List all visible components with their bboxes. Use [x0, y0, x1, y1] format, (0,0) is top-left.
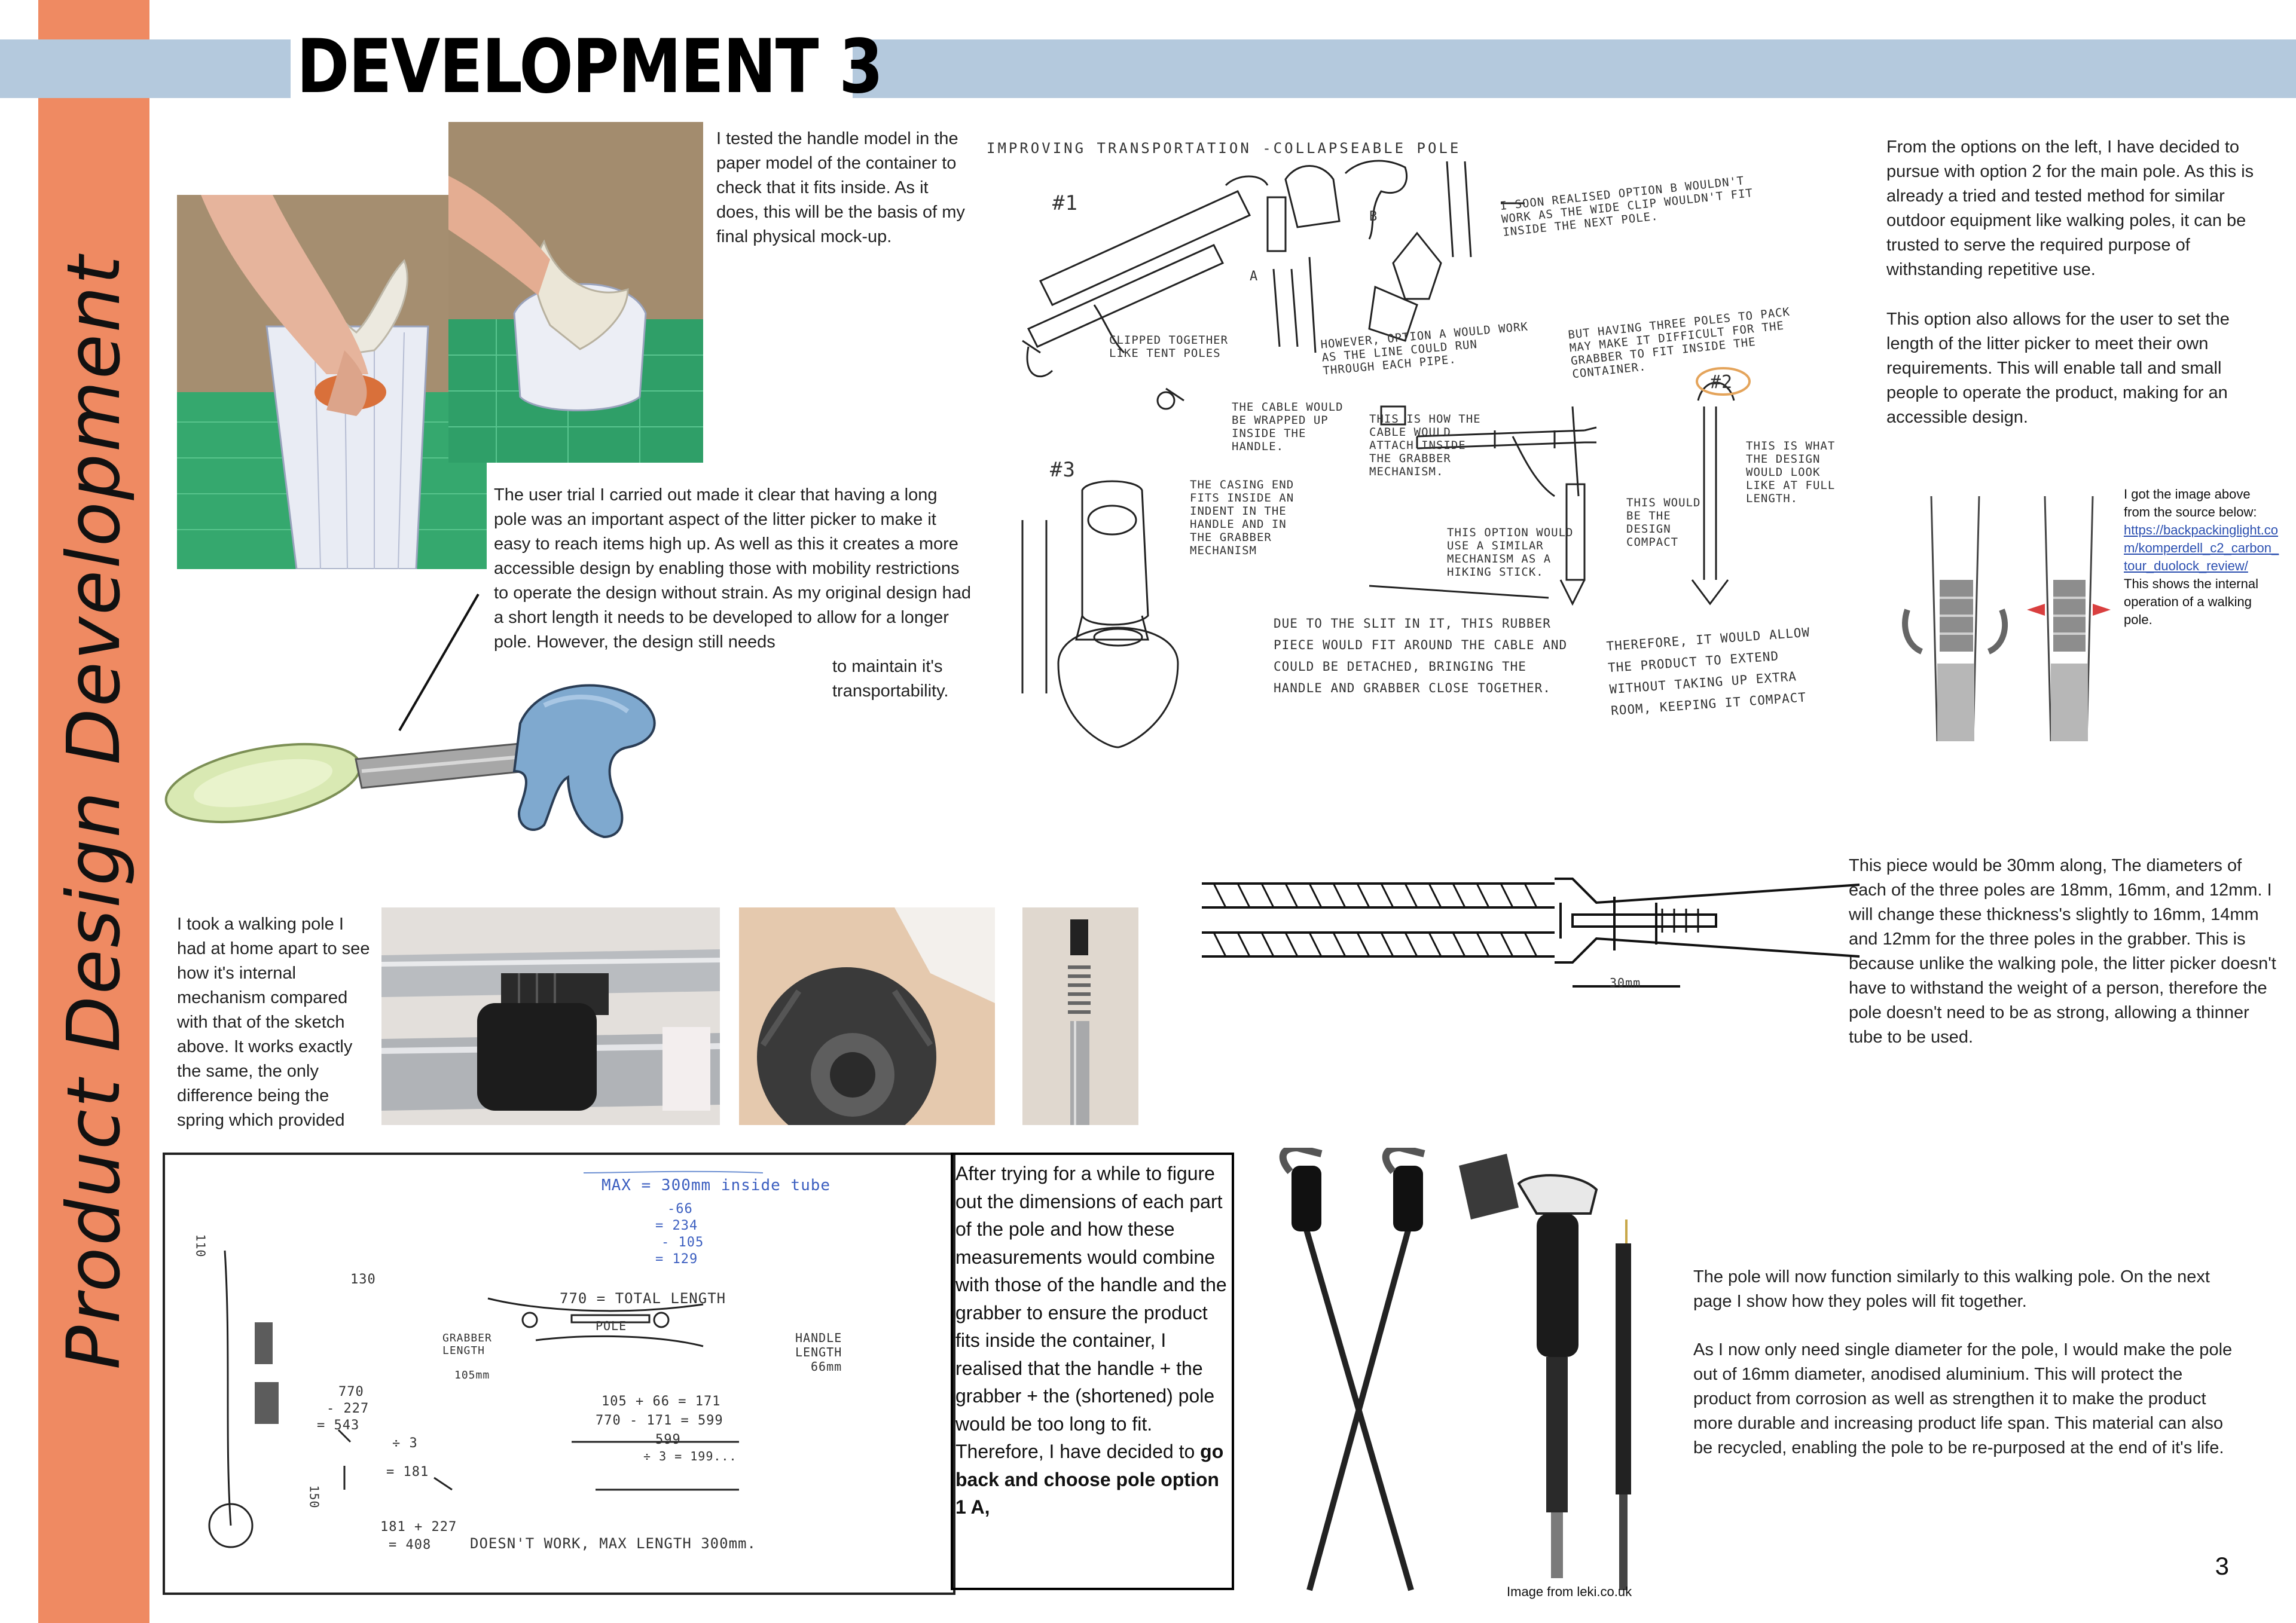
measure-grabber: GRABBER LENGTH — [442, 1332, 492, 1357]
measure-calc-2: = 234 — [655, 1218, 698, 1233]
pole-cross-section — [1202, 867, 1860, 1010]
handle-render — [149, 634, 664, 849]
sketch-note-how: THIS IS HOW THE CABLE WOULD ATTACH INSIDE THE GRABBER MECHANISM. — [1369, 412, 1481, 478]
source-note-after: This shows the internal operation of a walking pole. — [2124, 576, 2258, 627]
image-credit: Image from leki.co.uk — [1507, 1584, 1632, 1599]
final-pole-p2: As I now only need single diameter for the pole, I would make the pole out of 16mm diameter, anodised aluminium. This will protect the product from corrosion as well as strengthen it to make the product more durable and increasing product life span. This material can also be recycled, enabling the pole to be re-purposed at the end of it's life. — [1693, 1340, 2233, 1457]
final-pole-p1: The pole will now function similarly to this walking pole. On the next page I show how they poles will fit together. — [1693, 1267, 2210, 1311]
measure-130: 130 — [350, 1272, 376, 1287]
user-trial-text-end-2: transportability. — [832, 681, 949, 701]
sketch-note-hiking: THIS OPTION WOULD USE A SIMILAR MECHANISM AS A HIKING STICK. — [1447, 526, 1574, 579]
handle-test-text: I tested the handle model in the paper model of the container to check that it fits inside. As it does, this will be the basis of my final physical mock-up. — [716, 129, 965, 246]
measure-div: ÷ 3 — [392, 1436, 418, 1451]
measure-res: = 181 — [386, 1465, 429, 1480]
walking-pole-photo-3 — [1022, 907, 1138, 1125]
source-note — [2124, 485, 2279, 629]
sketch-note-full-length: THIS IS WHAT THE DESIGN WOULD LOOK LIKE AT FULL LENGTH. — [1746, 439, 1836, 505]
measure-150: 150 — [307, 1485, 322, 1509]
measure-calc-1: -66 — [667, 1202, 693, 1217]
sketch-note-but: BUT HAVING THREE POLES TO PACK MAY MAKE IT DIFFICULT FOR THE GRABBER TO FIT INSIDE THE CONTAINER. — [1567, 305, 1791, 381]
measure-add-1: 181 + 227 — [380, 1520, 457, 1535]
measure-calc-3: - 105 — [661, 1235, 704, 1250]
measure-sum-3: 599 — [655, 1432, 681, 1447]
source-note-before: I got the image above from the source below: — [2124, 487, 2257, 519]
measure-total: 770 = TOTAL LENGTH — [560, 1290, 726, 1307]
measure-sum-2: 770 - 171 = 599 — [596, 1413, 723, 1428]
sketch-note-however: HOWEVER, OPTION A WOULD WORK AS THE LINE COULD RUN THROUGH EACH PIPE. — [1320, 320, 1529, 378]
measurements-sketch — [163, 1153, 955, 1595]
walking-pole-photo-1 — [381, 907, 720, 1125]
sketch-note-cable: THE CABLE WOULD BE WRAPPED UP INSIDE THE HANDLE. — [1232, 401, 1344, 453]
page-title: DEVELOPMENT 3 — [297, 24, 883, 110]
pole-dimension-label: 30mm — [1610, 976, 1641, 990]
page-number: 3 — [2215, 1552, 2229, 1580]
dimensions-text-bold: go back and choose pole option 1 A, — [955, 1441, 1224, 1518]
handle-test-photo-1 — [177, 195, 487, 569]
transport-sketch — [987, 126, 1842, 771]
measure-handle-val: 66mm — [811, 1359, 842, 1374]
sketch-heading: IMPROVING TRANSPORTATION -COLLAPSEABLE POLE — [987, 140, 1461, 157]
sketch-option-3-label: #3 — [1050, 458, 1076, 482]
option-decision-p2: This option also allows for the user to set the length of the litter picker to meet their own requirements. This will enable tall and small people to operate the product, making for an accessible design. — [1886, 310, 2230, 427]
measure-left-2: - 227 — [326, 1401, 370, 1416]
measure-max: MAX = 300mm inside tube — [602, 1176, 831, 1194]
sketch-note-slit: DUE TO THE SLIT IN IT, THIS RUBBER PIECE WOULD FIT AROUND THE CABLE AND COULD BE DETACHED, BRINGING THE HANDLE AND GRABBER CLOSE TOGETHER. — [1274, 616, 1568, 695]
sketch-note-therefore: THEREFORE, IT WOULD ALLOW THE PRODUCT TO EXTEND WITHOUT TAKING UP EXTRA ROOM, KEEPING IT COMPACT — [1605, 625, 1810, 719]
sketch-option-1-note: CLIPPED TOGETHER LIKE TENT POLES — [1109, 334, 1229, 360]
sketch-note-soon: I SOON REALISED OPTION B WOULDN'T WORK AS THE WIDE CLIP WOULDN'T FIT INSIDE THE NEXT POLE. — [1499, 174, 1754, 239]
measure-calc-4: = 129 — [655, 1252, 698, 1267]
leki-pole-image — [1256, 1148, 1674, 1602]
measure-left-3: = 543 — [317, 1418, 360, 1433]
sketch-option-a: A — [1250, 269, 1259, 284]
measure-grabber-val: 105mm — [454, 1369, 490, 1381]
sketch-note-casing: THE CASING END FITS INSIDE AN INDENT IN THE HANDLE AND IN THE GRABBER MECHANISM — [1190, 478, 1294, 557]
measure-sum-1: 105 + 66 = 171 — [602, 1394, 721, 1409]
walking-pole-photo-2 — [739, 907, 995, 1125]
pole-internal-image — [1895, 490, 2111, 747]
dimensions-text: After trying for a while to figure out the dimensions of each part of the pole and how these measurements would combine with those of the handle and the grabber to ensure the product fits inside the container, I realised that the handle + the grabber + the (shortened) pole would be too long to fit. Therefore, I have decided to — [955, 1163, 1227, 1462]
walking-pole-text: I took a walking pole I had at home apart to see how it's internal mechanism compared with that of the sketch above. It works exactly the same, the only difference being the spring which provided — [177, 915, 370, 1130]
measure-110: 110 — [193, 1234, 208, 1258]
sidebar-title: Product Design Development — [51, 253, 136, 1370]
header-bar-left — [0, 39, 291, 98]
measure-add-2: = 408 — [389, 1538, 432, 1552]
measure-pole: POLE — [596, 1319, 627, 1333]
sketch-note-compact: THIS WOULD BE THE DESIGN COMPACT — [1626, 496, 1701, 549]
sketch-option-2-label: #2 — [1710, 372, 1733, 393]
measure-handle: HANDLE LENGTH — [795, 1331, 842, 1359]
handle-test-photo-2 — [448, 122, 703, 463]
user-trial-text-end-1: to maintain it's — [832, 657, 943, 676]
user-trial-text: The user trial I carried out made it clear that having a long pole was an important aspect of the litter picker to make it easy to reach items high up. As well as this it creates a more accessible design by enabling those with mobility restrictions to operate the design without strain. As my original design had a short length it needs to be developed to allow for a longer pole. However, the design still needs — [494, 485, 971, 652]
sketch-option-1-label: #1 — [1052, 191, 1078, 215]
source-link[interactable]: https://backpackinglight.com/komperdell_c2_carbon_tour_duolock_review/ — [2124, 522, 2279, 573]
dimensions-text-box — [951, 1153, 1234, 1590]
measure-fail: DOESN'T WORK, MAX LENGTH 300mm. — [470, 1535, 756, 1552]
measure-sum-4: ÷ 3 = 199... — [643, 1449, 737, 1463]
sketch-option-b: B — [1369, 209, 1378, 224]
thickness-text: This piece would be 30mm along, The diameters of each of the three poles are 18mm, 16mm, and 12mm. I will change these thickness's slightly to 16mm, 14mm and 12mm for the three poles in the grabber. This is because unlike the walking pole, the litter picker doesn't have to withstand the weight of a person, therefore the pole doesn't need to be as strong, allowing a thinner tube to be used. — [1849, 856, 2276, 1047]
measure-left-1: 770 — [338, 1384, 364, 1399]
header-bar-right — [853, 39, 2296, 98]
option-decision-p1: From the options on the left, I have decided to pursue with option 2 for the main pole. As this is already a tried and tested method for similar outdoor equipment like walking poles, it can be trusted to serve the required purpose of withstanding repetitive use. — [1886, 137, 2254, 279]
